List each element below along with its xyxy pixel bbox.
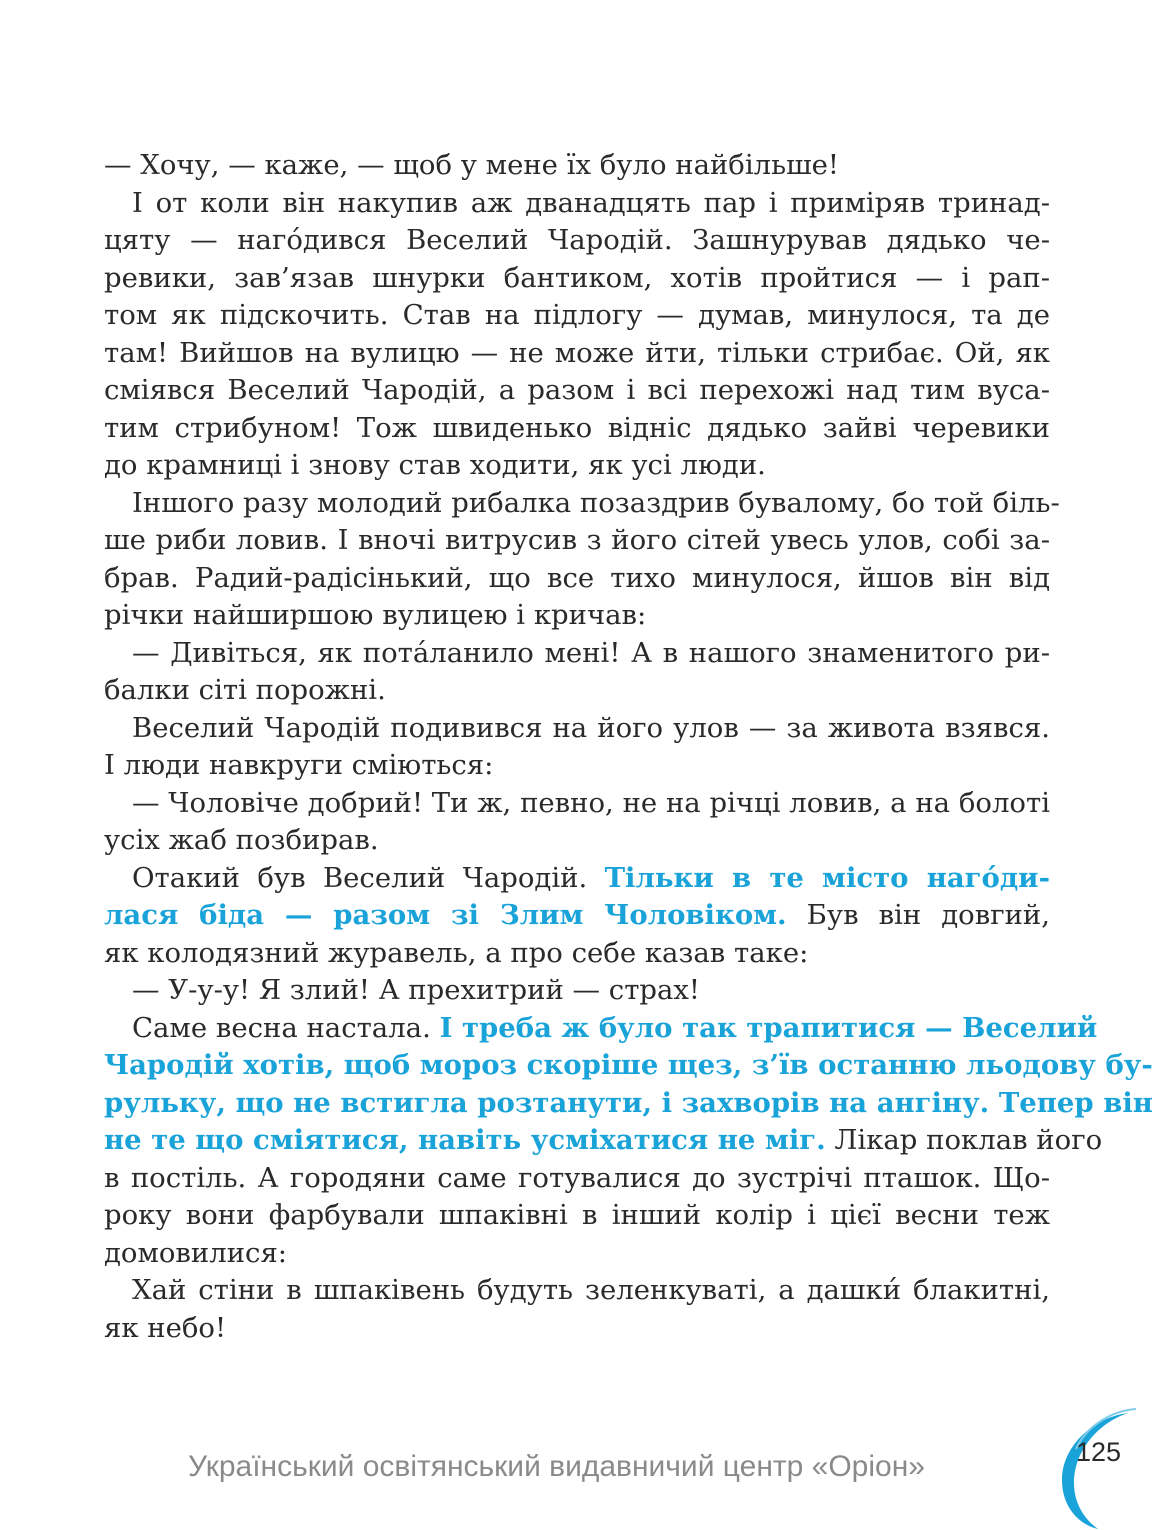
text-line: річки найширшою вулицею і кричав: bbox=[104, 599, 647, 631]
text-line: домовилися: bbox=[104, 1236, 288, 1269]
text-span: Лікар поклав його bbox=[825, 1124, 1103, 1156]
text-line: ше риби ловив. І вночі витрусив з його сітей увесь улов, собі за- bbox=[104, 524, 1050, 556]
text-line: сміявся Веселий Чародій, а разом і всі перехожі над тим вуса- bbox=[104, 374, 1050, 406]
text-line: в постіль. А городяни саме готувалися до зустрічі пташок. Що- bbox=[104, 1161, 1050, 1194]
text-line: — У-у-у! Я злий! А прехитрий — страх! bbox=[132, 974, 700, 1006]
text-line: І люди навкруги сміються: bbox=[104, 749, 494, 781]
text-line bbox=[104, 1010, 1098, 1048]
text-span: Саме весна настала. bbox=[132, 1011, 440, 1044]
text-line: — Хочу, — каже, — щоб у мене їх було найбільше! bbox=[104, 149, 839, 181]
page-number: 125 bbox=[1076, 1437, 1122, 1467]
text-line: до крамниці і знову став ходити, як усі люди. bbox=[104, 449, 766, 481]
text-span: Отакий був Веселий Чародій. bbox=[132, 861, 605, 894]
book-text bbox=[104, 147, 1153, 1347]
text-line: — Чоловіче добрий! Ти ж, певно, не на річці ловив, а на болоті bbox=[132, 786, 1050, 819]
text-line: том як підскочить. Став на підлогу — думав, минулося, та де bbox=[104, 299, 1050, 331]
text-line: — Дивіться, як пота́ланило мені! А в нашого знаменитого ри- bbox=[132, 636, 1050, 669]
highlighted-text: Тільки в те місто наго́ди- bbox=[604, 861, 1050, 894]
text-line bbox=[104, 1122, 1103, 1160]
text-line: як небо! bbox=[104, 1311, 227, 1344]
text-line: усіх жаб позбирав. bbox=[104, 824, 379, 856]
text-line: Хай стіни в шпаківень будуть зеленкуваті, а дашки́ блакитні, bbox=[132, 1274, 1050, 1306]
text-line: року вони фарбували шпаківні в інший колір і цієї весни теж bbox=[104, 1199, 1050, 1231]
highlighted-text: І треба ж було так трапитися — Веселий bbox=[439, 1011, 1098, 1044]
text-line: ревики, зав’язав шнурки бантиком, хотів пройтися — і рап- bbox=[104, 261, 1050, 294]
text-line bbox=[104, 860, 1050, 898]
text-line bbox=[104, 897, 1050, 935]
text-line: І от коли він накупив аж дванадцять пар і приміряв тринад- bbox=[132, 186, 1050, 219]
highlighted-line: рульку, що не встигла розтанути, і захворів на ангіну. Тепер він bbox=[104, 1086, 1153, 1119]
highlighted-text: не те що сміятися, навіть усміхатися не міг. bbox=[104, 1124, 826, 1156]
text-line: тим стрибуном! Тож швиденько відніс дядько зайві черевики bbox=[104, 411, 1050, 444]
text-line: балки сіті порожні. bbox=[104, 674, 386, 706]
text-line: брав. Радий-радісінький, що все тихо минулося, йшов він від bbox=[104, 561, 1050, 594]
text-line: Іншого разу молодий рибалка позаздрив бувалому, бо той біль- bbox=[132, 486, 1060, 519]
text-span: Був він довгий, bbox=[786, 899, 1050, 931]
highlighted-line: Чародій хотів, щоб мороз скоріше щез, з’їв останню льодову бу- bbox=[104, 1049, 1153, 1081]
text-line: там! Вийшов на вулицю — не може йти, тільки стрибає. Ой, як bbox=[104, 336, 1050, 369]
text-line: як колодязний журавель, а про себе казав таке: bbox=[104, 936, 809, 969]
publisher-footer: Український освітянський видавничий центр «Оріон» bbox=[188, 1450, 925, 1483]
text-line: Веселий Чародій подивився на його улов — за живота взявся. bbox=[132, 711, 1050, 744]
text-line: цяту — наго́дився Веселий Чародій. Зашнурував дядько че- bbox=[104, 224, 1050, 256]
highlighted-text: лася біда — разом зі Злим Чоловіком. bbox=[104, 899, 787, 931]
